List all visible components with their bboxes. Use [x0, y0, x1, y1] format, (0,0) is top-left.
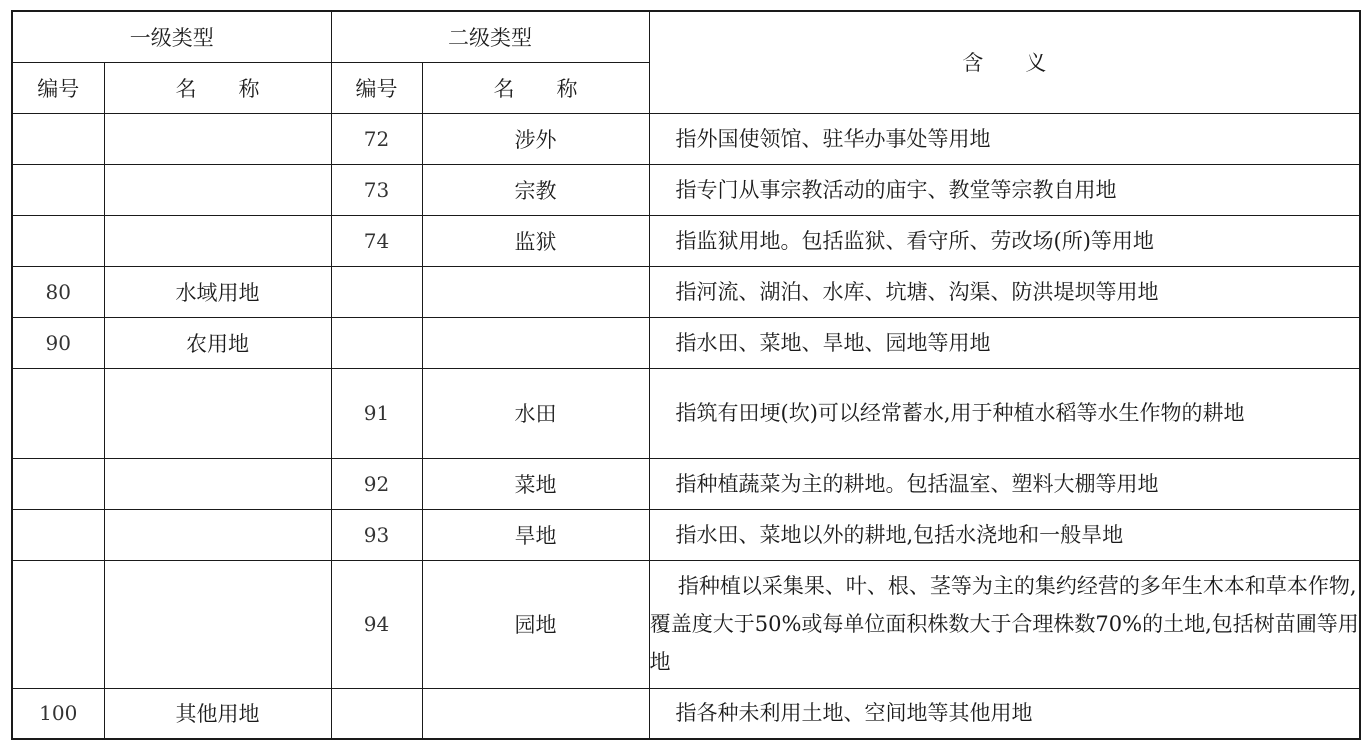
level2-name-cell: 园地 — [422, 560, 649, 688]
level1-name-cell — [104, 458, 331, 509]
meaning-cell — [649, 688, 1360, 739]
meaning-cell — [649, 113, 1360, 164]
meaning-text: 指种植以采集果、叶、根、茎等为主的集约经营的多年生木本和草本作物,覆盖度大于50%或每单位面积株数大于合理株数70%的土地,包括树苗圃等用地 — [649, 574, 1359, 674]
meaning-text: 指水田、菜地、旱地、园地等用地 — [675, 330, 991, 355]
level2-name-cell — [422, 266, 649, 317]
meaning-cell — [649, 509, 1360, 560]
level1-name-cell — [104, 113, 331, 164]
meaning-text: 指种植蔬菜为主的耕地。包括温室、塑料大棚等用地 — [675, 471, 1159, 496]
meaning-text: 指专门从事宗教活动的庙宇、教堂等宗教自用地 — [675, 177, 1117, 202]
header-row-group — [12, 11, 1360, 62]
level1-name-cell — [104, 368, 331, 458]
meaning-header: 含 义 — [649, 11, 1360, 113]
level2-code-cell: 92 — [331, 458, 422, 509]
level1-code-cell — [12, 458, 104, 509]
level1-name-cell — [104, 560, 331, 688]
level2-code-cell: 91 — [331, 368, 422, 458]
meaning-text: 指筑有田埂(坎)可以经常蓄水,用于种植水稻等水生作物的耕地 — [675, 401, 1245, 425]
level2-name-cell: 旱地 — [422, 509, 649, 560]
meaning-cell — [649, 368, 1360, 458]
level1-code-cell: 80 — [12, 266, 104, 317]
level1-name-header: 名 称 — [104, 62, 331, 113]
table-row — [12, 688, 1360, 739]
level2-name-cell — [422, 688, 649, 739]
land-use-classification-table — [11, 10, 1361, 740]
level1-name-cell: 农用地 — [104, 317, 331, 368]
level2-code-cell — [331, 266, 422, 317]
meaning-cell — [649, 560, 1360, 688]
table-row — [12, 215, 1360, 266]
level2-name-cell: 宗教 — [422, 164, 649, 215]
level2-code-cell: 73 — [331, 164, 422, 215]
level1-code-cell — [12, 509, 104, 560]
level2-code-cell: 72 — [331, 113, 422, 164]
table-row — [12, 560, 1360, 688]
level2-code-cell: 94 — [331, 560, 422, 688]
level1-name-cell: 其他用地 — [104, 688, 331, 739]
level2-name-cell: 菜地 — [422, 458, 649, 509]
table-row — [12, 368, 1360, 458]
level1-code-cell — [12, 368, 104, 458]
level1-type-header: 一级类型 — [12, 11, 331, 62]
level2-name-cell — [422, 317, 649, 368]
level2-name-cell: 涉外 — [422, 113, 649, 164]
level1-code-cell — [12, 560, 104, 688]
level1-name-cell — [104, 164, 331, 215]
level1-code-cell: 90 — [12, 317, 104, 368]
level1-name-cell — [104, 215, 331, 266]
level2-name-cell: 监狱 — [422, 215, 649, 266]
level2-code-cell: 74 — [331, 215, 422, 266]
meaning-cell — [649, 215, 1360, 266]
level2-type-header: 二级类型 — [331, 11, 649, 62]
meaning-text: 指水田、菜地以外的耕地,包括水浇地和一般旱地 — [675, 522, 1124, 547]
level2-code-header: 编号 — [331, 62, 422, 113]
level2-code-cell — [331, 688, 422, 739]
level2-code-cell — [331, 317, 422, 368]
meaning-text: 指河流、湖泊、水库、坑塘、沟渠、防洪堤坝等用地 — [675, 279, 1159, 304]
level1-code-cell — [12, 215, 104, 266]
table-row — [12, 509, 1360, 560]
level1-code-cell — [12, 164, 104, 215]
level1-code-cell — [12, 113, 104, 164]
table-row — [12, 164, 1360, 215]
meaning-cell — [649, 266, 1360, 317]
level1-name-cell — [104, 509, 331, 560]
level2-name-cell: 水田 — [422, 368, 649, 458]
table-row — [12, 266, 1360, 317]
meaning-cell — [649, 458, 1360, 509]
meaning-text: 指监狱用地。包括监狱、看守所、劳改场(所)等用地 — [675, 228, 1154, 253]
meaning-cell — [649, 317, 1360, 368]
meaning-text: 指各种未利用土地、空间地等其他用地 — [675, 701, 1033, 726]
table-row — [12, 458, 1360, 509]
level1-name-cell: 水域用地 — [104, 266, 331, 317]
level1-code-cell: 100 — [12, 688, 104, 739]
level1-code-header: 编号 — [12, 62, 104, 113]
meaning-text: 指外国使领馆、驻华办事处等用地 — [675, 126, 991, 151]
level2-code-cell: 93 — [331, 509, 422, 560]
table-row — [12, 113, 1360, 164]
meaning-cell — [649, 164, 1360, 215]
table-row — [12, 317, 1360, 368]
level2-name-header: 名 称 — [422, 62, 649, 113]
